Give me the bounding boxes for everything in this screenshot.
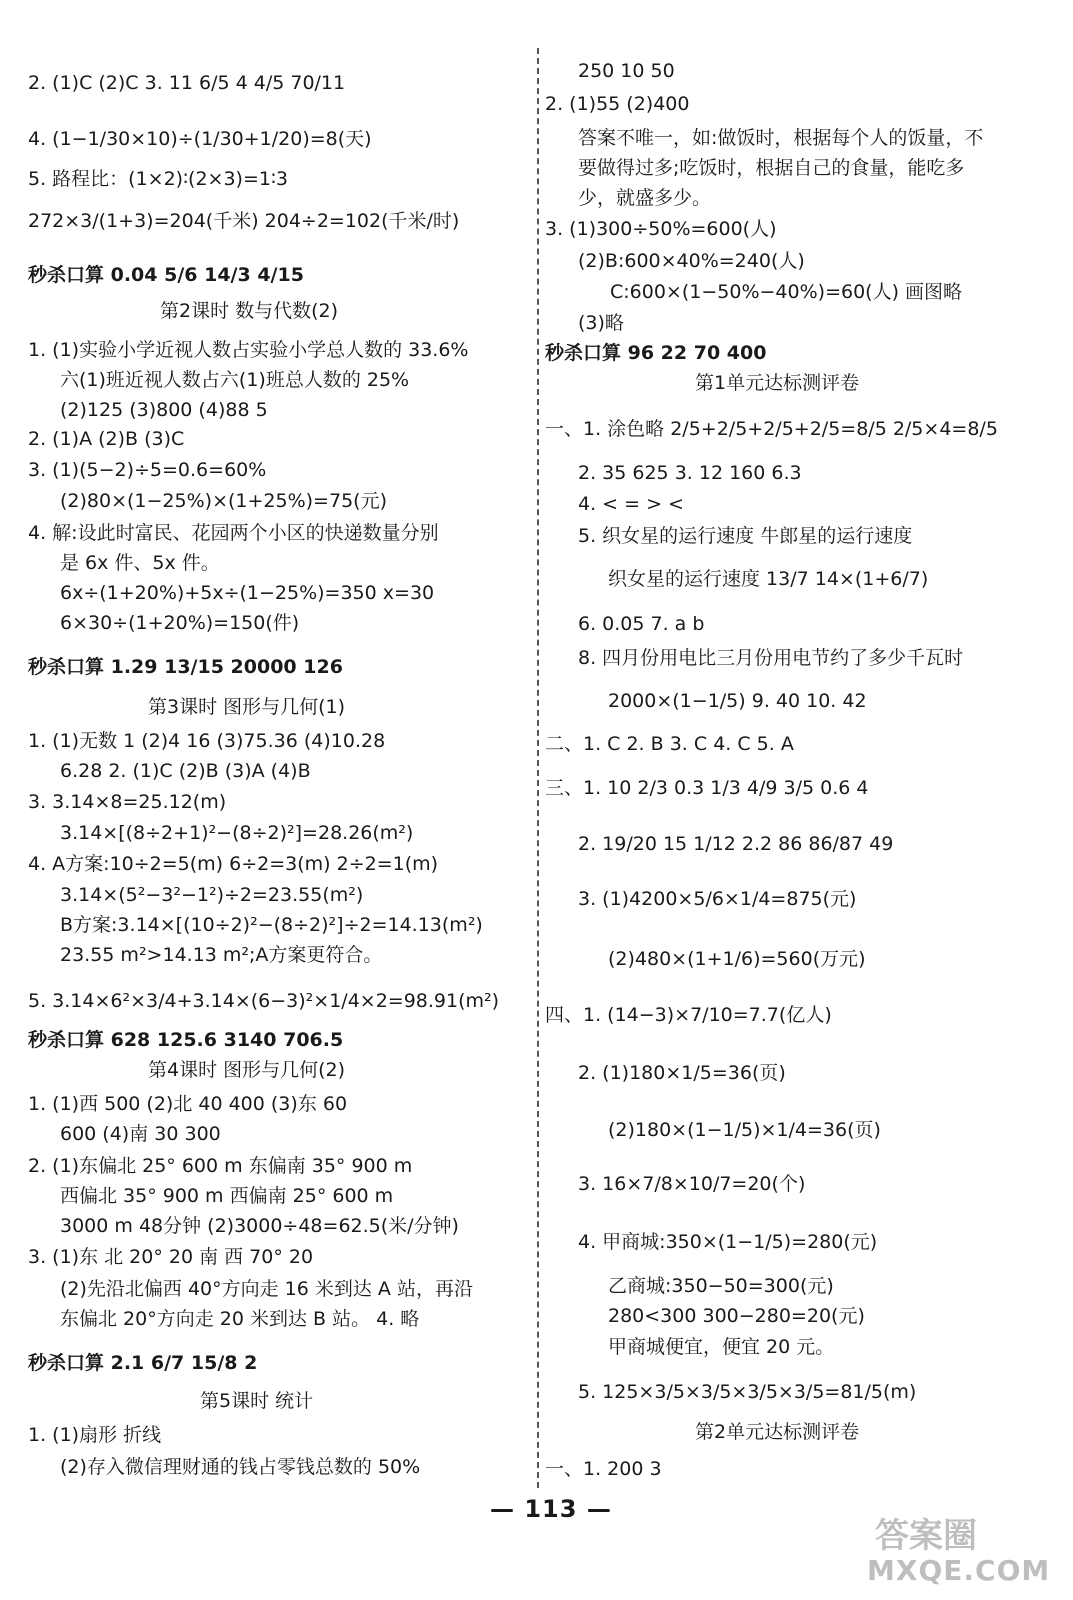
right-line: 一、1. 200 3 [545, 1458, 662, 1480]
left-line: 1. (1)西 500 (2)北 40 400 (3)东 60 [28, 1093, 348, 1115]
left-line: 3. (1)东 北 20° 20 南 西 70° 20 [28, 1246, 314, 1268]
left-line: 5. 路程比：(1×2)∶(2×3)=1∶3 [28, 168, 288, 190]
page-number-dash-left: — [490, 1495, 525, 1523]
right-line: 3. (1)4200×5/6×1/4=875(元) [578, 888, 857, 910]
right-line: 2. 35 625 3. 12 160 6.3 [578, 462, 802, 484]
left-line: 3000 m 48分钟 (2)3000÷48=62.5(米/分钟) [60, 1215, 459, 1237]
right-line: 8. 四月份用电比三月份用电节约了多少千瓦时 [578, 647, 964, 669]
left-line: 6x÷(1+20%)+5x÷(1−25%)=350 x=30 [60, 582, 435, 604]
left-line: 2. (1)东偏北 25° 600 m 东偏南 35° 900 m [28, 1155, 413, 1177]
right-line: (2)B:600×40%=240(人) [578, 250, 805, 272]
left-line: (2)125 (3)800 (4)88 5 [60, 399, 268, 421]
left-line: 2. (1)C (2)C 3. 11 6/5 4 4/5 70/11 [28, 72, 346, 94]
right-line: 要做得过多;吃饭时，根据自己的食量，能吃多 [578, 157, 965, 179]
right-line: (3)略 [578, 312, 624, 334]
right-line: 2. (1)55 (2)400 [545, 93, 690, 115]
left-line: 1. (1)扇形 折线 [28, 1424, 162, 1446]
right-line: 少，就盛多少。 [578, 187, 712, 209]
left-line: B方案:3.14×[(10÷2)²−(8÷2)²]÷2=14.13(m²) [60, 914, 483, 936]
left-quick-calc-line: 秒杀口算 0.04 5/6 14/3 4/15 [28, 264, 304, 286]
right-line: 三、1. 10 2/3 0.3 1/3 4/9 3/5 0.6 4 [545, 777, 869, 799]
right-line: 4. < = > < [578, 493, 684, 515]
left-line: 6×30÷(1+20%)=150(件) [60, 612, 300, 634]
left-section-heading: 第4课时 图形与几何(2) [148, 1059, 346, 1081]
right-line: 3. (1)300÷50%=600(人) [545, 218, 777, 240]
left-line: 1. (1)实验小学近视人数占实验小学总人数的 33.6% [28, 339, 469, 361]
watermark-logo [855, 1504, 1055, 1594]
left-section-heading: 第3课时 图形与几何(1) [148, 696, 346, 718]
left-line: 东偏北 20°方向走 20 米到达 B 站。 4. 略 [60, 1308, 420, 1330]
right-line: 乙商城:350−50=300(元) [608, 1275, 834, 1297]
watermark-site-text: MXQE.COM [867, 1554, 1051, 1587]
right-line: 6. 0.05 7. a b [578, 613, 705, 635]
right-line: 甲商城便宜，便宜 20 元。 [608, 1336, 835, 1358]
left-line: 4. 解:设此时富民、花园两个小区的快递数量分别 [28, 522, 439, 544]
right-line: 2000×(1−1/5) 9. 40 10. 42 [608, 690, 867, 712]
left-line: 3.14×[(8÷2+1)²−(8÷2)²]=28.26(m²) [60, 822, 414, 844]
left-quick-calc-line: 秒杀口算 2.1 6/7 15/8 2 [28, 1352, 258, 1374]
column-divider [537, 48, 539, 1488]
left-line: 4. (1−1/30×10)÷(1/30+1/20)=8(天) [28, 128, 372, 150]
left-line: 六(1)班近视人数占六(1)班总人数的 25% [60, 369, 410, 391]
left-line: (2)80×(1−25%)×(1+25%)=75(元) [60, 490, 387, 512]
left-line: 3.14×(5²−3²−1²)÷2=23.55(m²) [60, 884, 364, 906]
left-section-heading: 第2课时 数与代数(2) [160, 300, 339, 322]
watermark-logo-text: 答案圈 [875, 1516, 977, 1556]
left-line: 23.55 m²>14.13 m²;A方案更符合。 [60, 944, 383, 966]
right-line: 答案不唯一，如:做饭时，根据每个人的饭量，不 [578, 127, 984, 149]
left-line: 西偏北 35° 900 m 西偏南 25° 600 m [60, 1185, 394, 1207]
right-section-heading: 第1单元达标测评卷 [695, 372, 860, 394]
right-line: C:600×(1−50%−40%)=60(人) 画图略 [610, 281, 963, 303]
left-quick-calc-line: 秒杀口算 628 125.6 3140 706.5 [28, 1029, 344, 1051]
left-line: 6.28 2. (1)C (2)B (3)A (4)B [60, 760, 311, 782]
right-quick-calc-line: 秒杀口算 96 22 70 400 [545, 342, 767, 364]
right-line: 3. 16×7/8×10/7=20(个) [578, 1173, 806, 1195]
left-line: 600 (4)南 30 300 [60, 1123, 221, 1145]
left-quick-calc-line: 秒杀口算 1.29 13/15 20000 126 [28, 656, 343, 678]
page-number-dash-right: — [577, 1495, 612, 1523]
right-line: 250 10 50 [578, 60, 675, 82]
right-line: 280<300 300−280=20(元) [608, 1305, 865, 1327]
right-line: (2)180×(1−1/5)×1/4=36(页) [608, 1119, 881, 1141]
right-section-heading: 第2单元达标测评卷 [695, 1421, 860, 1443]
right-line: 二、1. C 2. B 3. C 4. C 5. A [545, 733, 794, 755]
left-line: 5. 3.14×6²×3/4+3.14×(6−3)²×1/4×2=98.91(m²) [28, 990, 500, 1012]
left-line: (2)存入微信理财通的钱占零钱总数的 50% [60, 1456, 421, 1478]
left-line: 272×3/(1+3)=204(千米) 204÷2=102(千米/时) [28, 210, 460, 232]
right-line: (2)480×(1+1/6)=560(万元) [608, 948, 866, 970]
left-line: 2. (1)A (2)B (3)C [28, 428, 185, 450]
right-line: 4. 甲商城:350×(1−1/5)=280(元) [578, 1231, 878, 1253]
left-section-heading: 第5课时 统计 [200, 1390, 314, 1412]
right-line: 5. 织女星的运行速度 牛郎星的运行速度 [578, 525, 913, 547]
left-line: 4. A方案:10÷2=5(m) 6÷2=3(m) 2÷2=1(m) [28, 853, 439, 875]
left-line: 3. (1)(5−2)÷5=0.6=60% [28, 459, 267, 481]
right-line: 2. (1)180×1/5=36(页) [578, 1062, 786, 1084]
left-line: 3. 3.14×8=25.12(m) [28, 791, 227, 813]
right-line: 一、1. 涂色略 2/5+2/5+2/5+2/5=8/5 2/5×4=8/5 [545, 418, 998, 440]
right-line: 织女星的运行速度 13/7 14×(1+6/7) [608, 568, 929, 590]
page-number-value: 113 [524, 1495, 578, 1523]
right-line: 5. 125×3/5×3/5×3/5×3/5=81/5(m) [578, 1381, 917, 1403]
page-number [490, 1495, 612, 1523]
left-line: (2)先沿北偏西 40°方向走 16 米到达 A 站，再沿 [60, 1278, 473, 1300]
left-line: 1. (1)无数 1 (2)4 16 (3)75.36 (4)10.28 [28, 730, 386, 752]
right-line: 四、1. (14−3)×7/10=7.7(亿人) [545, 1004, 832, 1026]
left-line: 是 6x 件、5x 件。 [60, 552, 220, 574]
right-line: 2. 19/20 15 1/12 2.2 86 86/87 49 [578, 833, 894, 855]
